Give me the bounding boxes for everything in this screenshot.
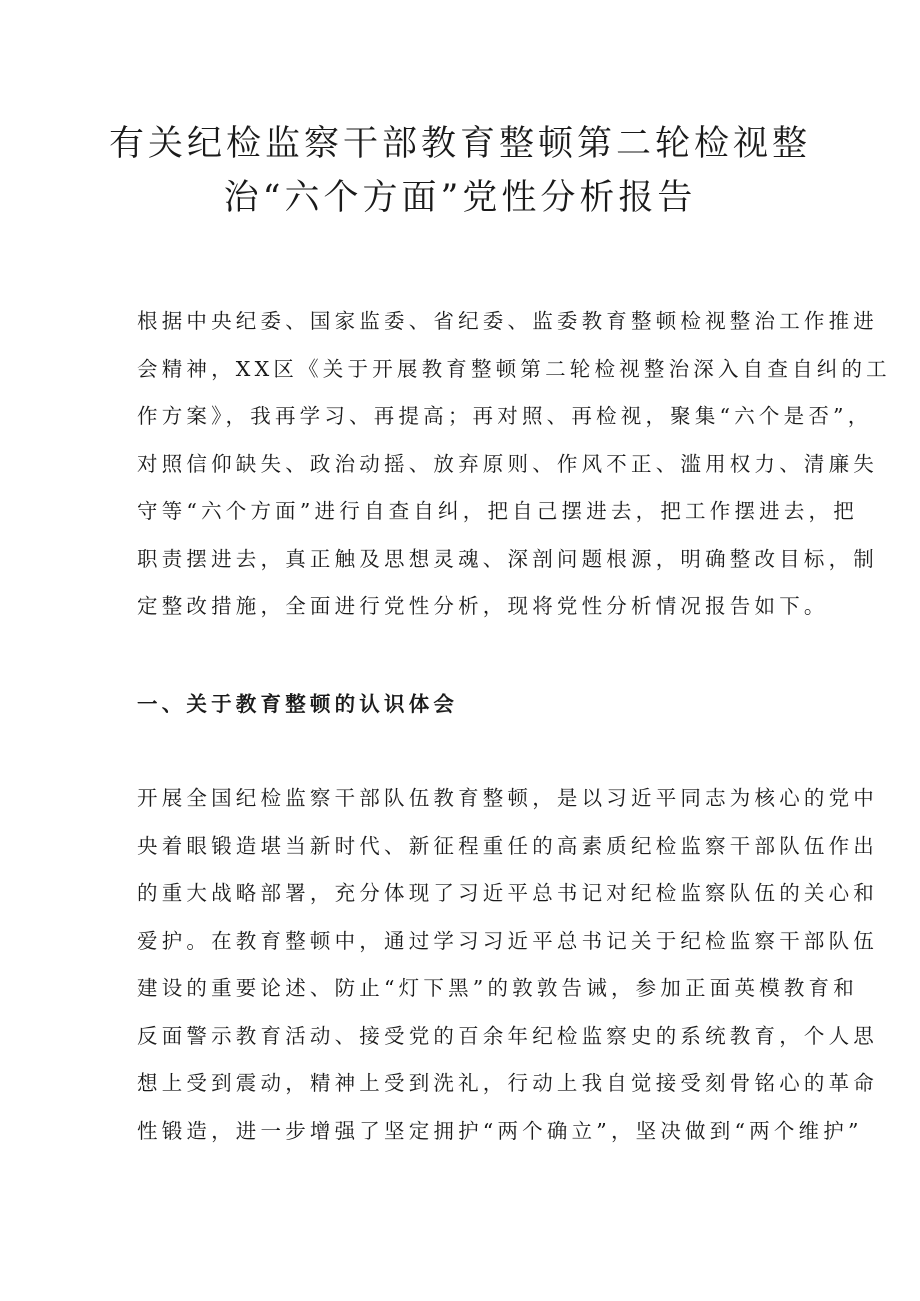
- intro-line: 会精神，XX区《关于开展教育整顿第二轮检视整治深入自查自纠的工: [137, 356, 891, 381]
- section-line: 开展全国纪检监察干部队伍教育整顿，是以习近平同志为核心的党中: [137, 786, 878, 810]
- section-paragraph: [137, 775, 878, 1155]
- intro-line: 对照信仰缺失、政治动摇、放弃原则、作风不正、滥用权力、清廉失: [137, 451, 878, 476]
- intro-line: 守等“六个方面”进行自查自纠，把自己摆进去，把工作摆进去，把: [137, 499, 858, 523]
- section-line: 爱护。在教育整顿中，通过学习习近平总书记关于纪检监察干部队伍: [137, 928, 878, 953]
- section-line: 建设的重要论述、防止“灯下黑”的敦敦告诫，参加正面英模教育和: [137, 976, 858, 1000]
- section-line: 反面警示教育活动、接受党的百余年纪检监察史的系统教育，个人思: [137, 1023, 878, 1048]
- intro-line: 根据中央纪委、国家监委、省纪委、监委教育整顿检视整治工作推进: [137, 309, 878, 333]
- section-line: 央着眼锻造堪当新时代、新征程重任的高素质纪检监察干部队伍作出: [137, 833, 878, 858]
- intro-paragraph: [137, 298, 891, 631]
- intro-line: 定整改措施，全面进行党性分析，现将党性分析情况报告如下。: [137, 594, 829, 618]
- section-line: 性锻造，进一步增强了坚定拥护“两个确立”，坚决做到“两个维护”: [137, 1118, 863, 1143]
- document-title-line-1: 有关纪检监察干部教育整顿第二轮检视整: [108, 124, 811, 164]
- section-line: 的重大战略部署，充分体现了习近平总书记对纪检监察队伍的关心和: [137, 881, 878, 905]
- document-title-line-2: 治“六个方面”党性分析报告: [223, 178, 697, 218]
- intro-line: 职责摆进去，真正触及思想灵魂、深剖问题根源，明确整改目标，制: [137, 546, 878, 571]
- section-heading: 一、关于教育整顿的认识体会: [137, 692, 459, 716]
- intro-line: 作方案》，我再学习、再提高；再对照、再检视，聚集“六个是否”，: [137, 404, 873, 428]
- section-line: 想上受到震动，精神上受到洗礼，行动上我自觉接受刻骨铭心的革命: [137, 1071, 878, 1095]
